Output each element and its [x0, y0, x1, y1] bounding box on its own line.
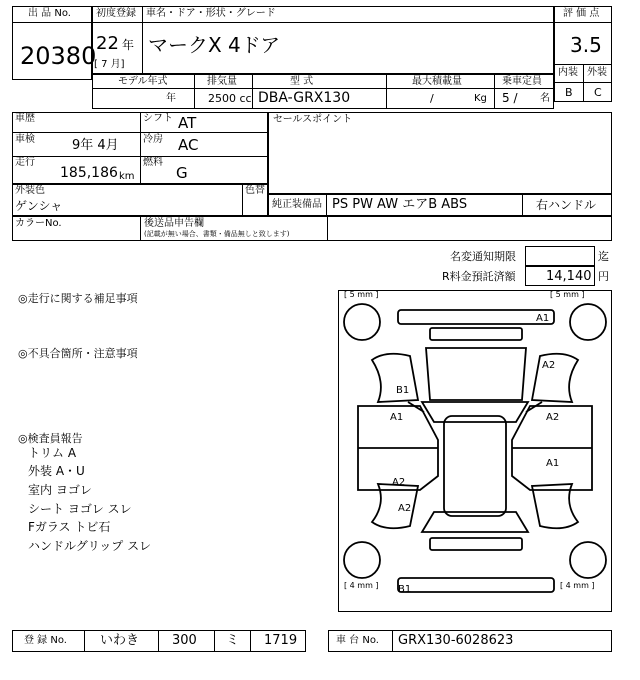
report-line: Fガラス トビ石: [28, 520, 111, 534]
recycle-fee-value: 14,140: [546, 269, 592, 284]
tire-front-left: [344, 304, 380, 340]
displacement-label: 排気量: [207, 76, 237, 87]
damage-mark: A1: [546, 458, 560, 469]
damage-mark: A2: [546, 412, 560, 423]
mileage-label: 走行: [15, 157, 35, 168]
score-label: 評 価 点: [563, 8, 600, 19]
max-load-value: /: [430, 92, 434, 105]
first-registration-year: 22: [96, 33, 119, 54]
interior-grade: B: [565, 86, 573, 99]
inspection-label: 車検: [15, 134, 35, 145]
tire-rear-right: [570, 542, 606, 578]
damage-mark: A2: [398, 503, 412, 514]
damage-mark: A1: [536, 313, 550, 324]
color-change-label: 色替: [245, 185, 265, 196]
history-label: 車歴: [15, 113, 35, 124]
roof-panel: [444, 416, 506, 516]
inspection-value: 9年 4月: [72, 138, 119, 153]
ac-value: AC: [178, 136, 199, 154]
listing-number: 20380: [20, 42, 97, 70]
report-line: トリム A: [28, 446, 77, 460]
model-year-label: モデル年式: [118, 76, 168, 87]
damage-mark: A1: [390, 412, 404, 423]
exterior-color-label: 外装色: [15, 185, 45, 196]
first-registration-month: [ 7 月]: [94, 59, 125, 70]
tire-rear-left: [344, 542, 380, 578]
tire-depth-rear-left: [ 4 mm ]: [344, 581, 379, 590]
report-line: ハンドルグリップ スレ: [28, 539, 152, 553]
defects-notes-label: ◎不具合箇所・注意事項: [18, 347, 138, 360]
evaluation-score: 3.5: [570, 33, 602, 57]
listing-number-label: 出 品 No.: [28, 8, 71, 19]
registration-kana: ミ: [226, 633, 240, 648]
color-number-label: カラーNo.: [15, 218, 62, 229]
chassis-number: GRX130-6028623: [398, 633, 514, 648]
registration-class: 300: [172, 633, 197, 648]
damage-mark: B1: [396, 385, 410, 396]
name-change-deadline-label: 名変通知期限: [450, 250, 516, 263]
capacity-label: 乗車定員: [502, 76, 542, 87]
mileage-unit: km: [119, 171, 135, 182]
car-damage-diagram: [338, 290, 612, 612]
mileage-value: 185,186: [60, 165, 118, 181]
capacity-value: 5 /: [502, 91, 518, 105]
chassis-number-label: 車 台 No.: [336, 635, 379, 646]
tire-front-right: [570, 304, 606, 340]
name-change-deadline-value: [525, 246, 595, 266]
damage-mark: B1: [398, 584, 412, 595]
year-unit: 年: [122, 38, 135, 52]
rear-bumper: [398, 578, 554, 592]
registration-number: 1719: [264, 633, 298, 648]
exterior-color-value: ゲンシャ: [15, 199, 63, 213]
tire-depth-front-left: [ 5 mm ]: [344, 290, 379, 299]
max-load-label: 最大積載量: [412, 76, 462, 87]
sales-point-label: セールスポイント: [273, 114, 353, 125]
recycle-fee-label: R料金預託済額: [442, 270, 516, 283]
max-load-unit: Kg: [474, 93, 487, 104]
car-name-label: 車名・ドア・形状・グレード: [146, 8, 276, 19]
report-line: シート ヨゴレ スレ: [28, 502, 132, 516]
shift-value: AT: [178, 114, 197, 132]
aftermarket-label: 後送品申告欄: [144, 218, 204, 229]
inspector-report-label: ◎検査員報告: [18, 432, 83, 445]
shift-label: シフト: [143, 113, 173, 124]
recycle-fee-unit: 円: [598, 270, 609, 283]
exterior-label: 外装: [587, 67, 607, 78]
type-value: DBA-GRX130: [258, 90, 351, 106]
registration-area: いわき: [100, 633, 140, 648]
ac-label: 冷房: [143, 134, 163, 145]
report-line: 外装 A・U: [28, 464, 85, 478]
name-change-deadline-unit: 迄: [598, 250, 609, 263]
standard-equipment-value: PS PW AW エアB ABS: [332, 197, 468, 212]
report-line: 室内 ヨゴレ: [28, 483, 92, 497]
exterior-grade: C: [594, 86, 602, 99]
displacement-value: 2500 cc: [208, 92, 252, 105]
front-bumper: [398, 310, 554, 324]
steering-value: 右ハンドル: [536, 198, 597, 212]
model-year-unit: 年: [166, 93, 176, 104]
tire-depth-front-right: [ 5 mm ]: [550, 290, 585, 299]
fuel-label: 燃料: [143, 157, 163, 168]
interior-label: 内装: [558, 67, 578, 78]
capacity-unit: 名: [540, 93, 550, 104]
driving-notes-label: ◎走行に関する補足事項: [18, 292, 138, 305]
first-registration-label: 初度登録: [96, 8, 136, 19]
aftermarket-note: (記載が無い場合、書類・備品無しと致します): [144, 230, 290, 238]
standard-equipment-label: 純正装備品: [272, 199, 322, 210]
car-name: マークX 4ドア: [148, 33, 281, 57]
fuel-value: G: [176, 164, 188, 182]
tire-depth-rear-right: [ 4 mm ]: [560, 581, 595, 590]
registration-number-label: 登 録 No.: [24, 635, 67, 646]
damage-mark: A2: [392, 477, 406, 488]
damage-mark: A2: [542, 360, 556, 371]
type-label: 型 式: [290, 76, 314, 87]
